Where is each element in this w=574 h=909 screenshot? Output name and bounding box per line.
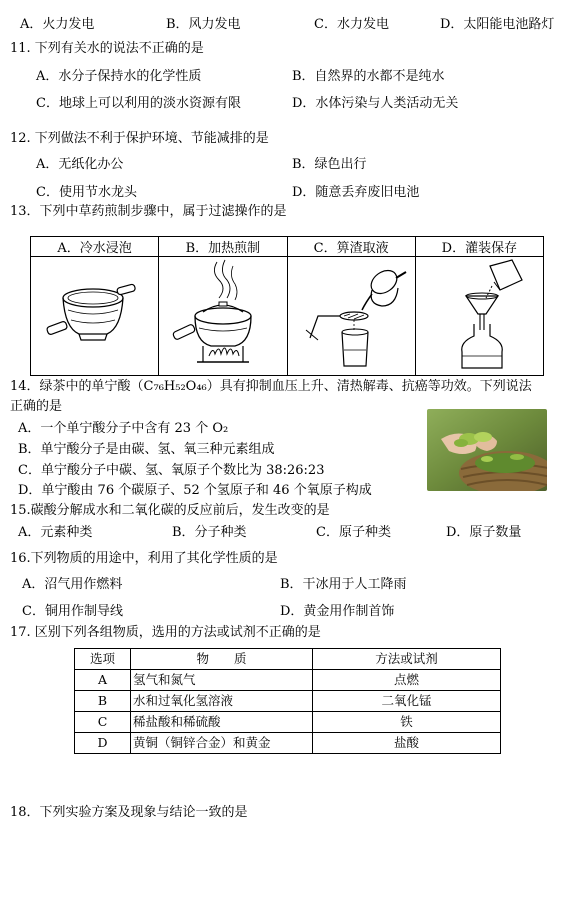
bottling-funnel-icon [416, 258, 544, 374]
q14-option-a: A．一个单宁酸分子中含有 23 个 O₂ [18, 421, 229, 436]
q15-stem: 15.碳酸分解成水和二氧化碳的反应前后，发生改变的是 [10, 503, 330, 518]
q17-row-c-substance: 稀盐酸和稀硫酸 [131, 712, 313, 733]
q13-stem: 13．下列中草药煎制步骤中，属于过滤操作的是 [10, 204, 287, 219]
q14-stem-line2: 正确的是 [10, 399, 63, 414]
table-row [75, 670, 501, 691]
table-row [75, 712, 501, 733]
q15-option-b: B．分子种类 [172, 525, 247, 540]
q17-row-b-option: B [75, 691, 131, 712]
q12-option-b: B．绿色出行 [292, 157, 367, 172]
q17-row-c-option: C [75, 712, 131, 733]
q12-option-a: A．无纸化办公 [36, 157, 124, 172]
q11-option-a: A．水分子保持水的化学性质 [36, 69, 202, 84]
q17-row-a-option: A [75, 670, 131, 691]
q16-option-b: B．干冰用于人工降雨 [280, 577, 407, 592]
q12-stem: 12. 下列做法不利于保护环境、节能减排的是 [10, 131, 269, 146]
q17-stem: 17. 区别下列各组物质，选用的方法或试剂不正确的是 [10, 625, 321, 640]
q17-row-a-method: 点燃 [313, 670, 501, 691]
q17-row-a-substance: 氢气和氮气 [131, 670, 313, 691]
q11-stem: 11. 下列有关水的说法不正确的是 [10, 41, 204, 56]
q10-option-a: A．火力发电 [20, 17, 95, 32]
q14-option-c: C．单宁酸分子中碳、氢、氧原子个数比为 38:26:23 [18, 463, 325, 478]
q15-option-a: A．元素种类 [18, 525, 93, 540]
q17-row-d-method: 盐酸 [313, 733, 501, 754]
q14-option-b: B．单宁酸分子是由碳、氢、氧三种元素组成 [18, 442, 275, 457]
q17-header-option: 选项 [75, 649, 131, 670]
q17-row-b-substance: 水和过氧化氢溶液 [131, 691, 313, 712]
q17-table-header [75, 649, 501, 670]
q15-option-d: D．原子数量 [446, 525, 522, 540]
q11-option-b: B．自然界的水都不是纯水 [292, 69, 445, 84]
q13-header-a: A．冷水浸泡 [31, 237, 159, 257]
q12-option-d: D．随意丢弃废旧电池 [292, 185, 420, 200]
table-row [75, 733, 501, 754]
q17-header-method: 方法或试剂 [313, 649, 501, 670]
q13-figure-d [415, 257, 543, 376]
q15-option-c: C．原子种类 [316, 525, 391, 540]
q13-header-b: B．加热煎制 [159, 237, 287, 257]
green-tea-photo [427, 409, 547, 491]
q11-option-c: C．地球上可以利用的淡水资源有限 [36, 96, 241, 111]
q17-row-c-method: 铁 [313, 712, 501, 733]
q17-table [74, 648, 501, 754]
q16-option-d: D．黄金用作制首饰 [280, 604, 395, 619]
q10-option-c: C．水力发电 [314, 17, 389, 32]
q18-stem: 18．下列实验方案及现象与结论一致的是 [10, 805, 248, 820]
q12-option-c: C．使用节水龙头 [36, 185, 137, 200]
q16-stem: 16.下列物质的用途中，利用了其化学性质的是 [10, 551, 278, 566]
q13-figure-c [287, 257, 415, 376]
q17-row-d-option: D [75, 733, 131, 754]
filtering-pour-icon [288, 258, 416, 374]
q10-option-b: B．风力发电 [166, 17, 241, 32]
q17-row-d-substance: 黄铜（铜锌合金）和黄金 [131, 733, 313, 754]
q13-figure-table [30, 236, 544, 376]
q13-figure-b [159, 257, 287, 376]
q14-option-d: D．单宁酸由 76 个碳原子、52 个氢原子和 46 个氧原子构成 [18, 483, 372, 498]
q16-option-a: A．沼气用作燃料 [22, 577, 123, 592]
soaking-pot-icon [31, 258, 159, 374]
q10-option-d: D．太阳能电池路灯 [440, 17, 555, 32]
q16-option-c: C．铜用作制导线 [22, 604, 123, 619]
table-row [75, 691, 501, 712]
boiling-pot-icon [159, 258, 287, 374]
q13-header-c: C．箅渣取液 [287, 237, 415, 257]
q14-stem-line1: 14．绿茶中的单宁酸（C₇₆H₅₂O₄₆）具有抑制血压上升、清热解毒、抗癌等功效。下列说法 [10, 379, 532, 394]
q13-header-d: D．灌装保存 [415, 237, 543, 257]
q17-row-b-method: 二氧化锰 [313, 691, 501, 712]
q17-header-substance: 物 质 [131, 649, 313, 670]
q13-figure-a [31, 257, 159, 376]
q11-option-d: D．水体污染与人类活动无关 [292, 96, 459, 111]
